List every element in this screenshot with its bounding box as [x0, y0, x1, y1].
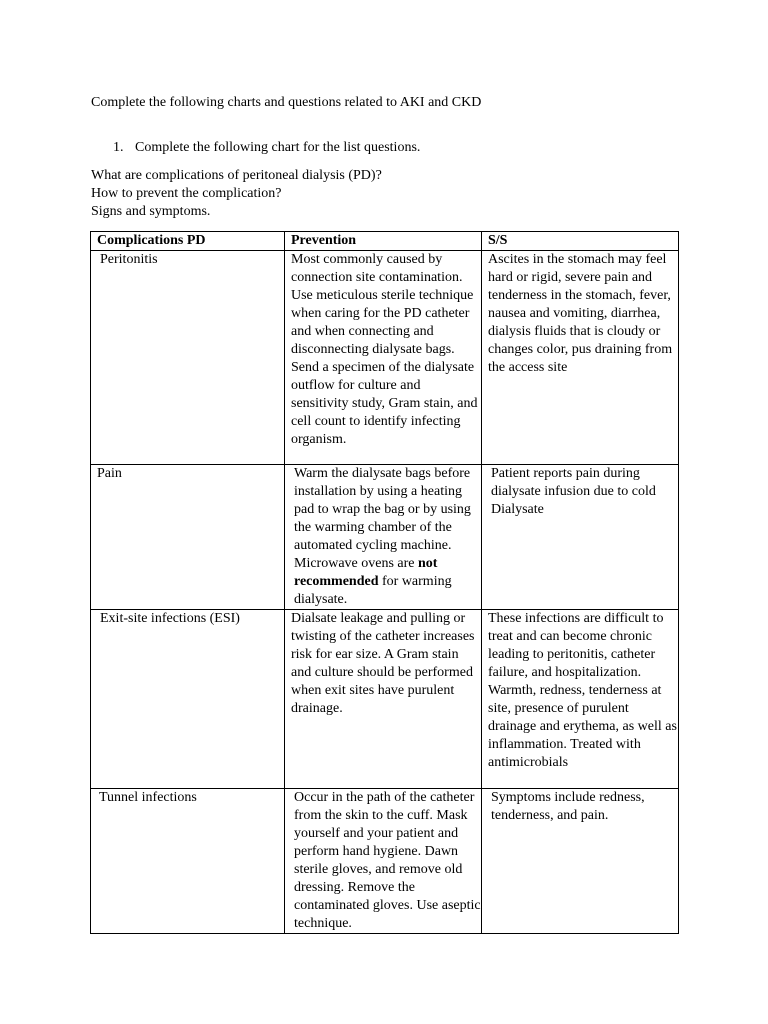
cell-ss — [482, 610, 679, 789]
cell-ss — [482, 465, 679, 610]
ss-text: Symptoms include redness, tenderness, and pain. — [491, 790, 645, 823]
ss-text: Ascites in the stomach may feel hard or rigid, severe pain and tenderness in the stomach, fever, nausea and vomiting, diarrhea, dialysis fluids that is cloudy or changes color, pus draining from the access site — [488, 252, 673, 375]
prompt-signs-symptoms: Signs and symptoms. — [91, 204, 211, 219]
table-header-row — [91, 232, 679, 251]
cell-prevention — [285, 610, 482, 789]
ss-text: These infections are difficult to treat and can become chronic leading to peritonitis, catheter failure, and hospitalization. Warmth, redness, tenderness at site, presence of purulent drainage and erythema, as well as inflammation. Treated with antimicrobials — [488, 611, 677, 770]
cell-ss — [482, 251, 679, 465]
table-row — [91, 465, 679, 610]
prevention-text-part: Warm the dialysate bags before installation by using a heating pad to wrap the bag or by using the warming chamber of the automated cycling machine. Microwave ovens are — [294, 466, 471, 571]
complication-pain: Pain — [97, 466, 122, 481]
header-complications: Complications PD — [91, 232, 285, 251]
prevention-text: Dialsate leakage and pulling or twisting of the catheter increases risk for ear size. A Gram stain and culture should be performed when exit sites have purulent drainage. — [291, 611, 475, 716]
table-row — [91, 610, 679, 789]
complication-exit-site: Exit-site infections (ESI) — [100, 611, 240, 626]
header-prevention: Prevention — [285, 232, 482, 251]
prevention-text — [291, 465, 481, 609]
cell-complication — [91, 251, 285, 465]
cell-complication — [91, 610, 285, 789]
ss-text: Patient reports pain during dialysate infusion due to cold Dialysate — [491, 466, 656, 517]
prevention-text: Most commonly caused by connection site contamination. Use meticulous sterile technique when caring for the PD catheter and when connecting and disconnecting dialysate bags. Send a specimen of the dialysate outflow for culture and sensitivity study, Gram stain, and cell count to identify infecting organism. — [291, 252, 478, 447]
complication-peritonitis: Peritonitis — [100, 252, 158, 267]
cell-complication — [91, 789, 285, 934]
question-text: Complete the following chart for the list questions. — [135, 140, 421, 155]
prevention-text: Occur in the path of the catheter from the skin to the cuff. Mask yourself and your patient and perform hand hygiene. Dawn sterile gloves, and remove old dressing. Remove the contaminated gloves. Use aseptic technique. — [294, 790, 481, 931]
table-row — [91, 251, 679, 465]
cell-ss — [482, 789, 679, 934]
prevention-text-part: for warming dialysate. — [294, 574, 452, 607]
question-prompts — [91, 167, 382, 221]
prompt-complications: What are complications of peritoneal dialysis (PD)? — [91, 168, 382, 183]
cell-prevention — [285, 789, 482, 934]
cell-complication — [91, 465, 285, 610]
question-1 — [113, 139, 420, 157]
complication-tunnel: Tunnel infections — [99, 790, 197, 805]
cell-prevention — [285, 465, 482, 610]
table-row — [91, 789, 679, 934]
complications-table — [90, 231, 679, 934]
question-number: 1. — [113, 140, 124, 155]
prompt-prevention: How to prevent the complication? — [91, 186, 282, 201]
prevention-emphasis: not recommended — [294, 556, 438, 589]
header-ss: S/S — [482, 232, 679, 251]
page-intro: Complete the following charts and questions related to AKI and CKD — [91, 95, 482, 110]
cell-prevention — [285, 251, 482, 465]
